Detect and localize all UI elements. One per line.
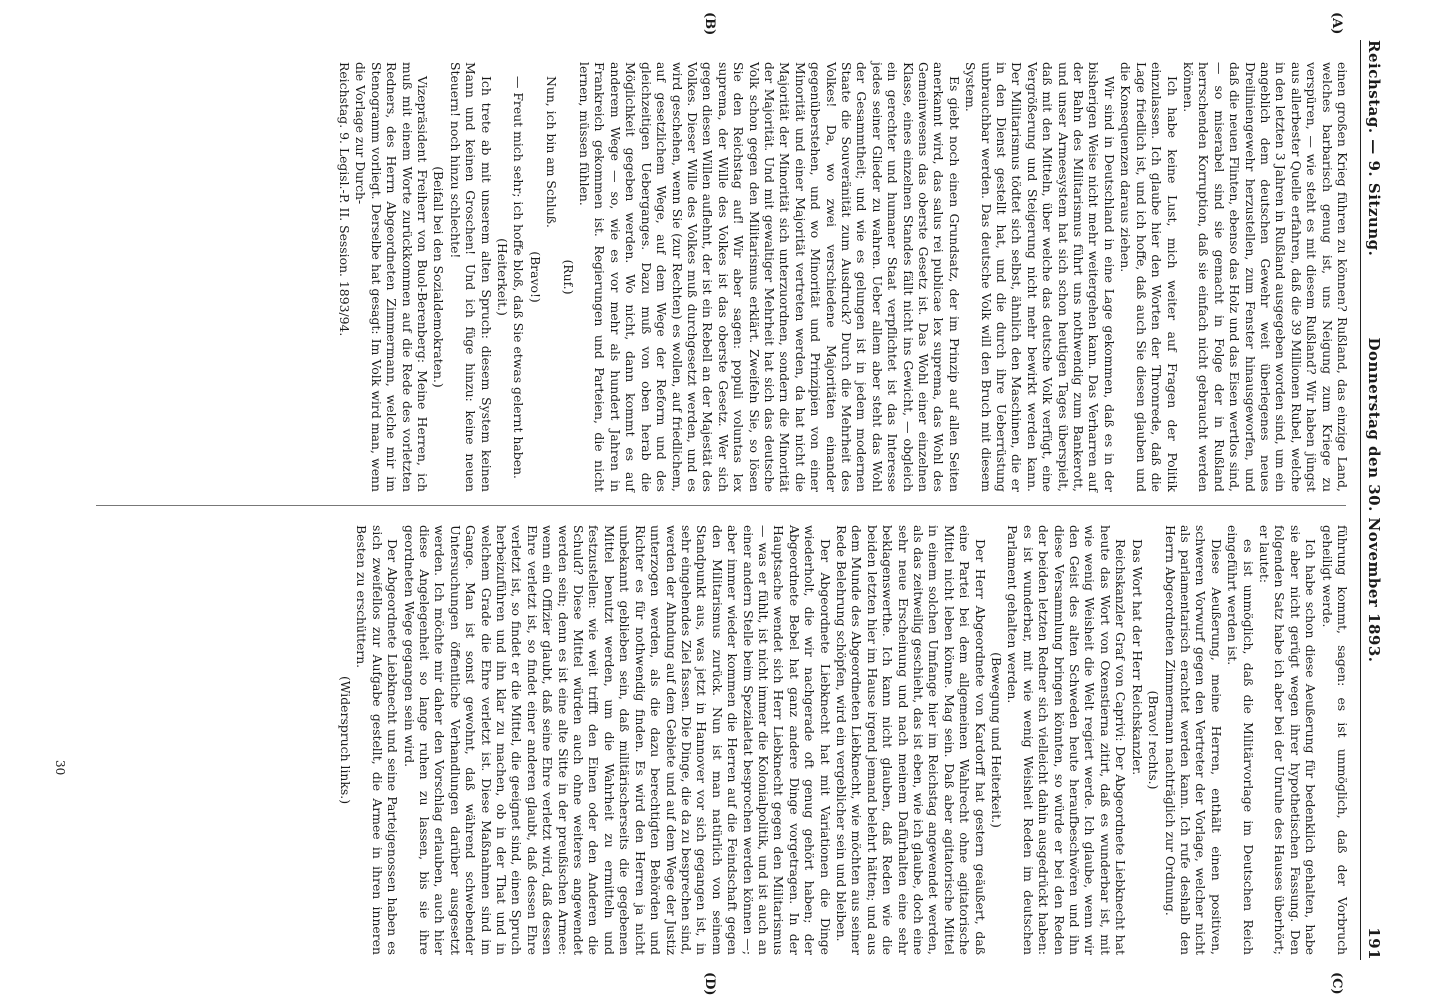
running-head-date: Donnerstag den 30. November 1893. — [1365, 337, 1383, 663]
margin-marker-b: (B) — [702, 12, 717, 36]
paragraph: führung kommt, sagen: es ist unmöglich, daß der Vorbruch geheiligt werde. — [1319, 525, 1350, 955]
running-head-left: Reichstag. — 9. Sitzung. — [1365, 40, 1383, 257]
margin-marker-a: (A) — [1329, 12, 1344, 35]
quotation: es ist unmöglich, daß die Militärvorlage im Deutschen Reich eingeführt werden ist. — [1225, 525, 1256, 955]
margin-marker-d: (D) — [702, 972, 717, 996]
paragraph: Nun, ich bin am Schluß. — [544, 76, 560, 228]
paragraph: Es giebt noch einen Grundsatz, der im Prinzip auf allen Seiten anerkannt wird, das salus rei publicae lex suprema, das Wohl des Gemeinwesens das oberste Gesetz ist. Das Wohl einer einzelnen Klasse, eines einzelnen Standes fällt nicht ins Gewicht, — obgleich ein gerechter und humaner Staat verpflichtet ist das Interesse jedes seiner Glieder zu wahren. Ueber allem aber steht das Wohl der Gesammtheit; und wie es gelungen ist in jedem modernen Staate die Souveränität zum Ausdruck? Durch die Mehrheit des Volkes! Da, wo zwei verschiedene Majoritäten einander gegenüberstehen, und wo Minorität und Prinzipien von einer Minorität und einer Majorität vertreten werden, da hat nicht die Majorität der Minorität sich unterzuordnen, sondern die Minorität der Majorität. Und mit gewaltiger Mehrheit hat sich das deutsche Volk schon gegen den Militarismus erklärt. Zweifeln Sie, so lösen Sie den Reichstag auf! Wir aber sagen: populi voluntas lex suprema, der Wille des Volkes ist das oberste Gesetz. Wer sich gegen diesen Willen auflehnt, der ist ein Rebell an der Majestät des Volkes. Dieser Wille des Volkes muß durchgesetzt werden, und es wird geschehen, wenn Sie (zur Rechten) es wollen, auf friedlichem, auf gesetzlichem Wege, auf dem Wege der Reform und des gleichzeitigen Ueberganges. Dazu muß von oben herab die Möglichkeit gegeben werden. Wo nicht, dann kommt es auf anderem Wege — so, wie es vor mehr als hundert Jahren in Frankreich gekommen ist. Regierungen und Parteien, die nicht lernen, müssen fühlen. — [577, 62, 962, 492]
paragraph: Reichskanzler Graf von Caprivi: Der Abgeordnete Liebknecht hat heute das Wort von Oxenstierna zitirt, daß es wunderbar ist, mit wie wenig Weisheit die Welt regiert werde. Ich glaube, wenn wir den Geist des alten Schweden heute heraufbeschwören und ihn diese Versammlung bringen könnten, so würde er bei den Reden der beiden letzten Redner sich vielleicht dahin ausgedrückt haben: es ist wunderbar, mit wie wenig Weisheit Reden im deutschen Parlament gehalten werden. — [1005, 525, 1129, 955]
paragraph: einen großen Krieg führen zu können? Rußland, das einzige Land, welches barbarisch genug ist, uns Neigung zum Kriege zu verspüren, — wie steht es mit diesem Rußland? Wir haben jüngst aus allerbester Quelle erfahren, daß die 39 Millionen Rubel, welche in den letzten 3 Jahren in Rußland ausgegeben worden sind, um ein angeblich dem deutschen Gewehr weit überlegenes neues Dreiliniengewehr herzustellen, zum Fenster hinausgeworfen, und daß die neuen Flinten, ebenso das Holz und das Eisen wertlos sind, — so miserabel sind sie gemacht in Folge der in Rußland herrschenden Korruption, daß sie einfach nicht gebraucht werden können. — [1180, 62, 1350, 492]
paragraph: Das Wort hat der Herr Reichskanzler. — [1129, 539, 1145, 776]
paragraph: Der Abgeordnete Liebknecht und seine Parteigenossen haben es sich zweifellos zur Aufgabe gestellt, die Armee in ihren inneren Besten zu erschüttern. — [354, 525, 401, 955]
paragraph: Vizepräsident Freiherr von Buol-Berenberg: Meine Herren, ich muß mit einem Worte zurückkommen auf die Rede des vorletzten Redners, des Herrn Abgeordneten Zimmermann, welche mir im Stenogramm vorliegt. Derselbe hat gesagt: Im Volk wird man, wenn die Vorlage zur Durch- — [353, 62, 431, 492]
left-column — [336, 62, 1350, 492]
stage-direction: (Bravo!) — [527, 251, 543, 303]
page-number: 191 — [1365, 927, 1383, 960]
session-footer: Reichstag. 9. Legisl.-P. II. Session. 1893/94. — [337, 62, 352, 337]
footnote-number: 30 — [53, 760, 67, 776]
paragraph: Ich trete ab mit unserem alten Spruch: diesem System keinen Mann und keinen Groschen! Und ich füge hinzu: keine neuen Steuern! noch hinzu schlechte! — [447, 62, 494, 492]
running-head — [1360, 40, 1387, 960]
stage-direction: (Beifall bei den Sozialdemokraten.) — [431, 166, 447, 388]
paragraph: Der Abgeordnete Liebknecht hat mit Variationen die Dinge wiederholt, die wir nachgerade oft genug gehört haben; der Abgeordnete Bebel hat ganz andere Dinge vorgetragen. In der Hauptsache wendet sich Herr Liebknecht gegen den Militarismus — was er fühlt, ist nicht immer die Kolonialpolitik, und ist auch an einer andern Stelle beim Spezialetat besprochen werden können —; aber immer wieder kommen die Herren auf die Feindschaft gegen den Militarismus zurück. Nun ist man natürlich von seinem Standpunkt aus, was jetzt in Hannover vor sich gegangen ist, in sehr eingehendes Ziel fassen. Die Dinge, die da zu besprechen sind, werden der Ahndung auf dem Gebiete und auf dem Wege der Justiz unterzogen werden, als die dazu berechtigten Behörden und Richter es für nothwendig finden. Es wird den Herren ja nicht unbekannt geblieben sein, daß militärischerseits die gegebenen Mittel benutzt werden, um die Wahrheit zu ermitteln und festzustellen: wie weit trifft den Einen oder den Anderen die Schuld? Diese Mittel würden auch ohne weiteres angewendet werden sein; denn es ist eine alte Sitte in der preußischen Armee: wenn ein Offizier glaubt, daß seine Ehre verletzt wird, daß dessen Ehre verletzt ist, so findet einer anderen glaubt, daß dessen Ehre verletzt ist, so findet er die Mittel, die geeignet sind, einen Spruch herbeizuführen und ihn klar zu machen, ob in der That und in welchem Grade die Ehre verletzt ist. Diese Maßnahmen sind im Gange. Man ist sonst gewohnt, daß während schwebender Untersuchungen öffentliche Verhandlungen darüber ausgesetzt werden. Ich möchte mir daher den Vorschlag erlauben, auch hier diese Angelegenheit so lange ruhen zu lassen, bis sie ihre geordneten Wege gegangen sein wird. — [401, 525, 833, 955]
paragraph: Der Herr Abgeordnete von Kardorff hat gestern geäußert, daß eine Partei bei dem allgemeinen Wahlrecht ohne agitatorische Mittel nicht leben könne. Mag sein. Daß aber agitatorische Mittel in einem solchen Umfange hier im Reichstag angewendet werden, als das zeitweilig geschieht, das ist eben, wie ich glaube, doch eine sehr neue Erscheinung und nach meinem Dafürhalten eine sehr beklagenswerthe. Ich kann nicht glauben, daß Reden wie die beiden letzten hier im Hause irgend jemand belehrt hätten; und aus dem Munde des Abgeordneten Liebknecht, wie möchten aus seiner Rede Belehrung schöpfen, wird ein vergeblicher sein und bleiben. — [834, 525, 988, 955]
stage-direction: (Bewegung und Heiterkeit.) — [989, 652, 1005, 828]
dfg-credit-strip — [1412, 8, 1428, 988]
paragraph: — Freut mich sehr; ich hoffe bloß, daß Sie etwas gelernt haben. — [511, 76, 527, 479]
margin-marker-c: (C) — [1329, 972, 1344, 995]
paragraph: Diese Aeußerung, meine Herren, enthält einen positiven, schweren Vorwurf gegen den Vertreter der Vorlage, welcher nicht als parlamentarisch erachtet werden kann. Ich rufe deshalb den Herrn Abgeordneten Zimmermann nachträglich zur Ordnung. — [1162, 525, 1224, 955]
stage-direction: (Heiterkeit.) — [495, 238, 511, 316]
stage-direction: (Widerspruch links.) — [338, 675, 353, 805]
paragraph: Wir sind in Deutschland in eine Lage gekommen, daß es in der bisherigen Weise nicht mehr weitergehen kann. Das Verharren auf der Bahn des Militarismus führt uns nothwendig zum Bankerott, und unser Armeesystem hat sich schon heutigen Tages überspielt, daß mit den Mitteln, über welche das deutsche Volk verfügt, eine Vergrößerung und Steigerung nicht mehr bewirkt werden kann. Der Militarismus tödtet sich selbst, ähnlich den Maschinen, die er in den Dienst gestellt hat, und die durch ihre Ueberrüstung unbrauchbar werden. Das deutsche Volk will den Bruch mit diesem System. — [963, 62, 1117, 492]
stage-direction: (Ruf.) — [560, 259, 576, 295]
right-column — [337, 525, 1350, 955]
stage-direction: (Bravo! rechts.) — [1146, 690, 1162, 790]
paragraph: Ich habe keine Lust, mich weiter auf Fragen der Politik einzulassen. Ich glaube hier den Worten der Thronrede, daß die Lage friedlich ist, und ich hoffe, daß auch Sie diesen glauben und die Konsequenzen daraus ziehen. — [1118, 62, 1180, 492]
column-divider — [96, 505, 1346, 506]
paragraph: Ich habe schon diese Aeußerung für bedenklich gehalten, habe sie aber nicht gerügt wegen ihrer hypothetischen Fassung. Den folgenden Satz habe ich aber bei der Unruhe des Hauses überhört; er lautet: — [1256, 525, 1319, 955]
